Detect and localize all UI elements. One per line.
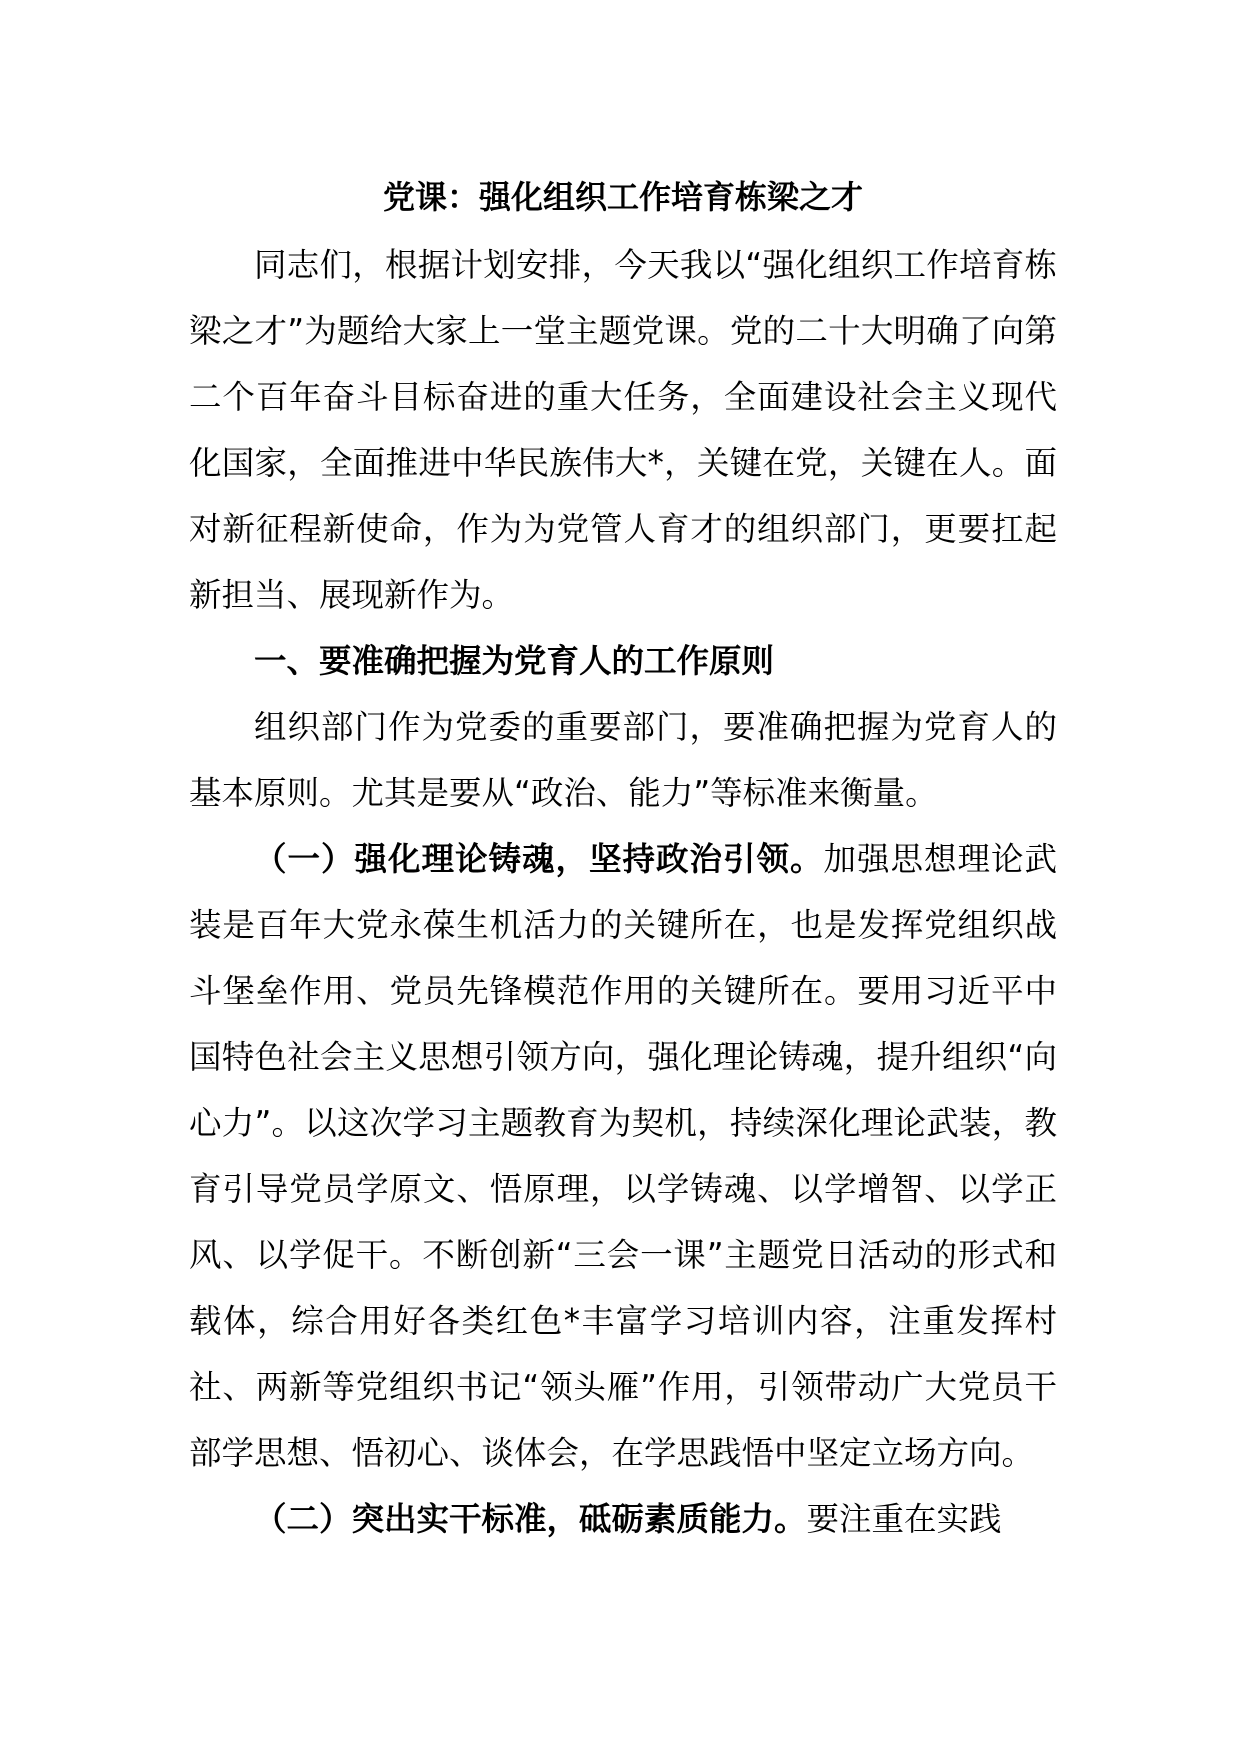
subsection-1-lead: （一）强化理论铸魂，坚持政治引领。	[254, 840, 824, 878]
subsection-2-lead: （二）突出实干标准，砥砺素质能力。	[254, 1500, 807, 1538]
document-page	[189, 172, 1057, 1552]
subsection-1-body: 加强思想理论武装是百年大党永葆生机活力的关键所在，也是发挥党组织战斗堡垒作用、党员先锋模范作用的关键所在。要用习近平中国特色社会主义思想引领方向，强化理论铸魂，提升组织“向心力”。以这次学习主题教育为契机，持续深化理论武装，教育引导党员学原文、悟原理，以学铸魂、以学增智、以学正风、以学促干。不断创新“三会一课”主题党日活动的形式和载体，综合用好各类红色*丰富学习培训内容，注重发挥村社、两新等党组织书记“领头雁”作用，引领带动广大党员干部学思想、悟初心、谈体会，在学思践悟中坚定立场方向。	[189, 840, 1057, 1472]
section-1-paragraph: 组织部门作为党委的重要部门，要准确把握为党育人的基本原则。尤其是要从“政治、能力”等标准来衡量。	[189, 708, 1057, 812]
subsection-1-paragraph	[189, 826, 1057, 1486]
page-title: 党课：强化组织工作培育栋梁之才	[382, 178, 863, 216]
section-heading-1: 一、要准确把握为党育人的工作原则	[254, 642, 775, 680]
intro-paragraph: 同志们，根据计划安排，今天我以“强化组织工作培育栋梁之才”为题给大家上一堂主题党课。党的二十大明确了向第二个百年奋斗目标奋进的重大任务，全面建设社会主义现代化国家，全面推进中华民族伟大*，关键在党，关键在人。面对新征程新使命，作为为党管人育才的组织部门，更要扛起新担当、展现新作为。	[189, 246, 1057, 614]
subsection-2-paragraph	[189, 1486, 1057, 1552]
subsection-2-body: 要注重在实践	[806, 1500, 1002, 1538]
